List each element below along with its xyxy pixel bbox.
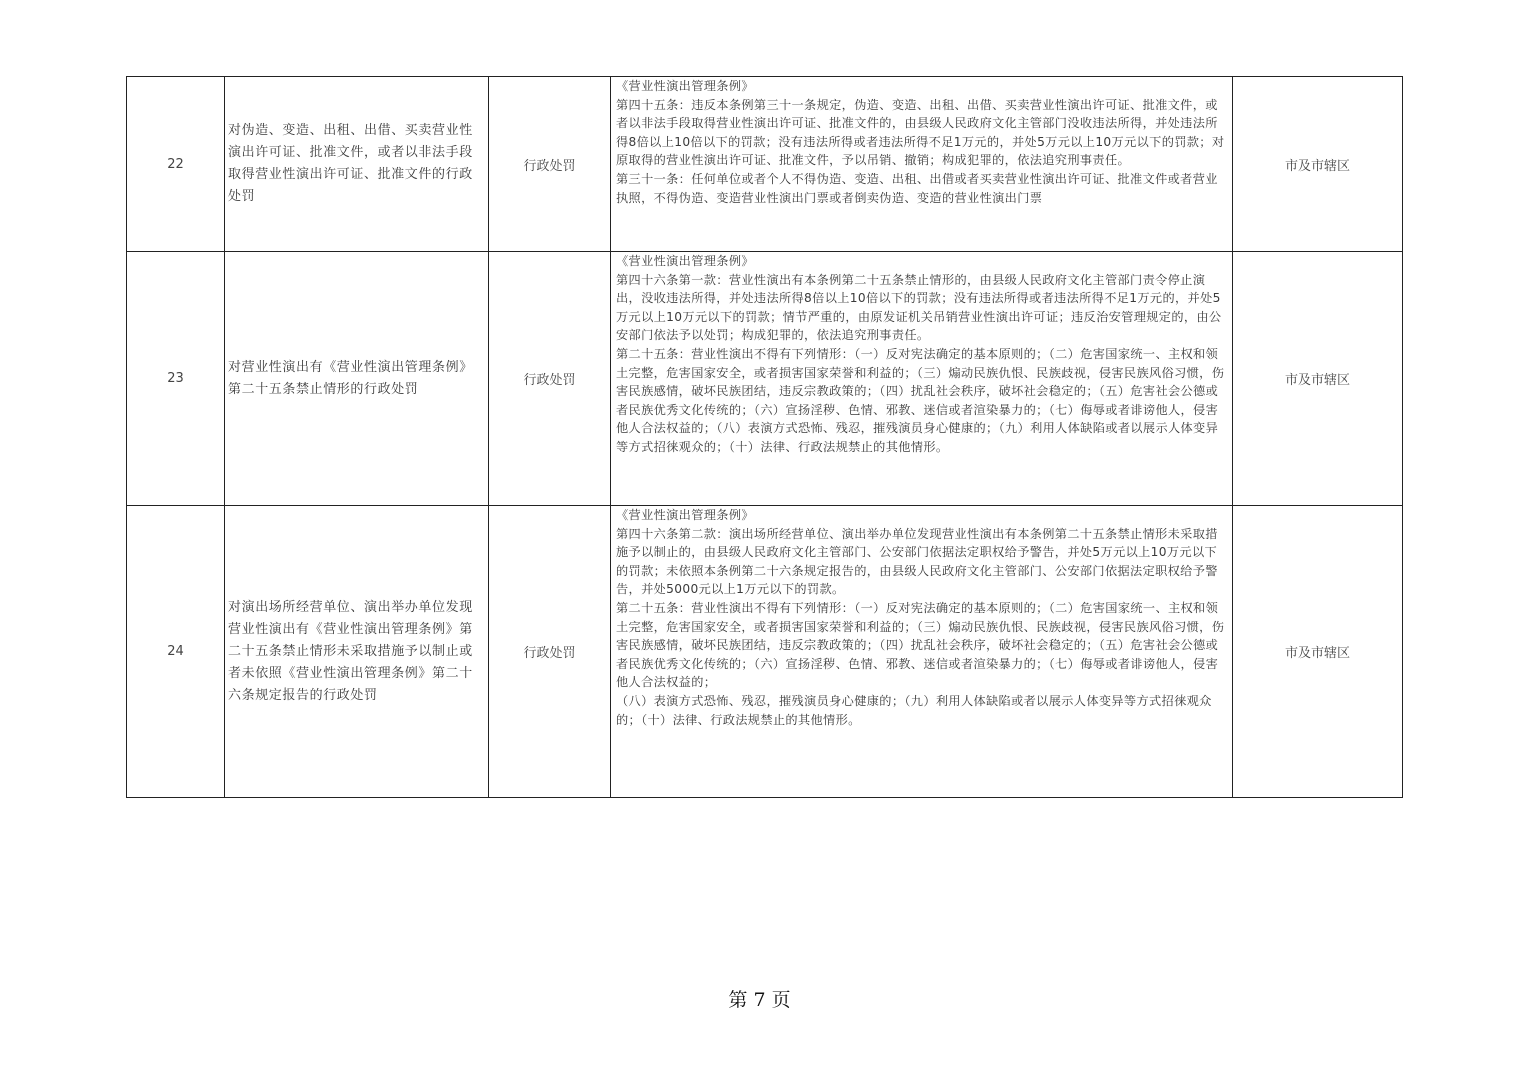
legal-basis-cell — [611, 77, 1233, 252]
table-row — [127, 77, 1403, 252]
jurisdiction: 市及市辖区 — [1233, 252, 1403, 506]
basis-paragraph: 《营业性演出管理条例》 — [616, 79, 754, 93]
basis-paragraph: 第二十五条：营业性演出不得有下列情形：（一）反对宪法确定的基本原则的；（二）危害国家统一、主权和领土完整，危害国家安全，或者损害国家荣誉和利益的；（三）煽动民族仇恨、民族歧视，侵害民族风俗习惯，伤害民族感情，破坏民族团结，违反宗教政策的；（四）扰乱社会秩序，破坏社会稳定的；（五）危害社会公德或者民族优秀文化传统的；（六）宣扬淫秽、色情、邪教、迷信或者渲染暴力的；（七）侮辱或者诽谤他人，侵害他人合法权益的； — [616, 600, 1225, 690]
basis-paragraph: 《营业性演出管理条例》 — [616, 508, 754, 522]
legal-basis-text — [611, 252, 1232, 504]
jurisdiction: 市及市辖区 — [1233, 506, 1403, 798]
basis-paragraph: 第三十一条：任何单位或者个人不得伪造、变造、出租、出借或者买卖营业性演出许可证、批准文件或者营业执照，不得伪造、变造营业性演出门票或者倒卖伪造、变造的营业性演出门票 — [616, 171, 1218, 205]
row-number: 22 — [127, 77, 225, 252]
table-row — [127, 252, 1403, 506]
penalty-item: 对伪造、变造、出租、出借、买卖营业性演出许可证、批准文件，或者以非法手段取得营业性演出许可证、批准文件的行政处罚 — [225, 77, 489, 252]
legal-basis-cell — [611, 506, 1233, 798]
penalty-type: 行政处罚 — [489, 77, 611, 252]
penalty-type: 行政处罚 — [489, 252, 611, 506]
basis-paragraph: 第四十五条：违反本条例第三十一条规定，伪造、变造、出租、出借、买卖营业性演出许可证、批准文件，或者以非法手段取得营业性演出许可证、批准文件的，由县级人民政府文化主管部门没收违法所得，并处违法所得8倍以上10倍以下的罚款；没有违法所得或者违法所得不足1万元的，并处5万元以上10万元以下的罚款；对原取得的营业性演出许可证、批准文件，予以吊销、撤销；构成犯罪的，依法追究刑事责任。 — [616, 97, 1225, 168]
basis-paragraph: 第二十五条：营业性演出不得有下列情形：（一）反对宪法确定的基本原则的；（二）危害国家统一、主权和领土完整，危害国家安全，或者损害国家荣誉和利益的；（三）煽动民族仇恨、民族歧视，侵害民族风俗习惯，伤害民族感情，破坏民族团结，违反宗教政策的；（四）扰乱社会秩序，破坏社会稳定的；（五）危害社会公德或者民族优秀文化传统的；（六）宣扬淫秽、色情、邪教、迷信或者渲染暴力的；（七）侮辱或者诽谤他人，侵害他人合法权益的；（八）表演方式恐怖、残忍，摧残演员身心健康的；（九）利用人体缺陷或者以展示人体变异等方式招徕观众的；（十）法律、行政法规禁止的其他情形。 — [616, 346, 1225, 454]
penalty-table — [126, 76, 1403, 798]
table-row — [127, 506, 1403, 798]
basis-paragraph: 第四十六条第一款：营业性演出有本条例第二十五条禁止情形的，由县级人民政府文化主管部门责令停止演出，没收违法所得，并处违法所得8倍以上10倍以下的罚款；没有违法所得或者违法所得不足1万元的，并处5万元以上10万元以下的罚款；情节严重的，由原发证机关吊销营业性演出许可证；违反治安管理规定的，由公安部门依法予以处罚；构成犯罪的，依法追究刑事责任。 — [616, 272, 1222, 343]
legal-basis-text — [611, 506, 1232, 796]
basis-paragraph: 《营业性演出管理条例》 — [616, 254, 754, 268]
jurisdiction: 市及市辖区 — [1233, 77, 1403, 252]
legal-basis-cell — [611, 252, 1233, 506]
legal-basis-text — [611, 77, 1232, 250]
basis-paragraph: 第四十六条第二款：演出场所经营单位、演出举办单位发现营业性演出有本条例第二十五条禁止情形未采取措施予以制止的，由县级人民政府文化主管部门、公安部门依据法定职权给予警告，并处5万元以上10万元以下的罚款；未依照本条例第二十六条规定报告的，由县级人民政府文化主管部门、公安部门依据法定职权给予警告，并处5000元以上1万元以下的罚款。 — [616, 526, 1218, 597]
penalty-item: 对演出场所经营单位、演出举办单位发现营业性演出有《营业性演出管理条例》第二十五条禁止情形未采取措施予以制止或者未依照《营业性演出管理条例》第二十六条规定报告的行政处罚 — [225, 506, 489, 798]
row-number: 24 — [127, 506, 225, 798]
page-number: 第 7 页 — [728, 989, 791, 1011]
basis-paragraph: （八）表演方式恐怖、残忍，摧残演员身心健康的；（九）利用人体缺陷或者以展示人体变异等方式招徕观众的；（十）法律、行政法规禁止的其他情形。 — [616, 693, 1212, 727]
row-number: 23 — [127, 252, 225, 506]
penalty-item: 对营业性演出有《营业性演出管理条例》第二十五条禁止情形的行政处罚 — [225, 252, 489, 506]
penalty-type: 行政处罚 — [489, 506, 611, 798]
